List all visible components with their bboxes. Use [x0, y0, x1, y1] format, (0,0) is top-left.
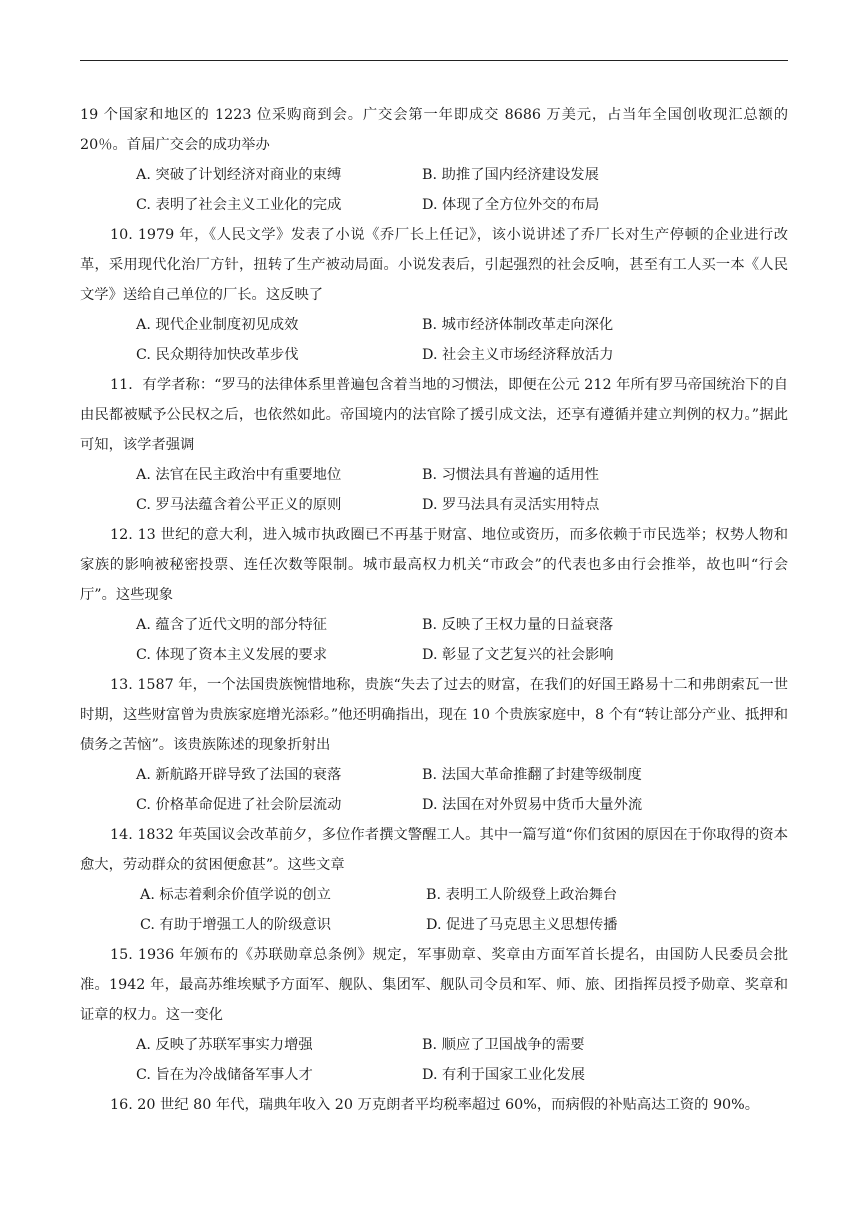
header-rule [80, 60, 788, 61]
options-row [80, 760, 788, 790]
options-row [80, 490, 788, 520]
option-c: C. 罗马法蕴含着公平正义的原则 [136, 497, 342, 513]
question-13 [80, 670, 788, 820]
question-text: 15. 1936 年颁布的《苏联勋章总条例》规定，军事勋章、奖章由方面军首长提名，由国防人民委员会批准。1942 年，最高苏维埃赋予方面军、舰队、集团军、舰队司令员和军、师、旅、团指挥员授予勋章、奖章和证章的权力。这一变化 [80, 947, 788, 1023]
option-b: B. 城市经济体制改革走向深化 [422, 317, 614, 333]
option-b: B. 反映了王权力量的日益衰落 [422, 617, 614, 633]
question-text: 11．有学者称：“罗马的法律体系里普遍包含着当地的习惯法，即便在公元 212 年所有罗马帝国统治下的自由民都被赋予公民权之后，也依然如此。帝国境内的法官除了援引成文法，还享有遵循并建立判例的权力。”据此可知，该学者强调 [80, 377, 788, 453]
question-text: 19 个国家和地区的 1223 位采购商到会。广交会第一年即成交 8686 万美元，占当年全国创收现汇总额的 20％。首届广交会的成功举办 [80, 107, 788, 153]
option-a: A. 新航路开辟导致了法国的衰落 [136, 767, 342, 783]
options-row [80, 340, 788, 370]
option-d: D. 促进了马克思主义思想传播 [426, 917, 618, 933]
option-a: A. 蕴含了近代文明的部分特征 [136, 617, 327, 633]
question-10 [80, 220, 788, 370]
option-d: D. 法国在对外贸易中货币大量外流 [422, 797, 643, 813]
option-c: C. 旨在为冷战储备军事人才 [136, 1067, 313, 1083]
option-b: B. 习惯法具有普遍的适用性 [422, 467, 599, 483]
question-text: 16. 20 世纪 80 年代，瑞典年收入 20 万克朗者平均税率超过 60%，而病假的补贴高达工资的 90%。 [110, 1097, 760, 1113]
question-15 [80, 940, 788, 1090]
options-row [80, 910, 788, 940]
question-text: 13. 1587 年，一个法国贵族惋惜地称，贵族“失去了过去的财富，在我们的好国王路易十二和弗朗索瓦一世时期，这些财富曾为贵族家庭增光添彩。”他还明确指出，现在 10 个贵族家庭中，8 个有“转让部分产业、抵押和债务之苦恼”。该贵族陈述的现象折射出 [80, 677, 788, 753]
option-a: A. 突破了计划经济对商业的束缚 [136, 167, 342, 183]
options-row [80, 880, 788, 910]
options-row [80, 1060, 788, 1090]
option-d: D. 社会主义市场经济释放活力 [422, 347, 614, 363]
exam-page [80, 100, 788, 1120]
options-row [80, 790, 788, 820]
option-c: C. 有助于增强工人的阶级意识 [140, 917, 332, 933]
option-d: D. 有利于国家工业化发展 [422, 1067, 586, 1083]
options-row [80, 310, 788, 340]
option-b: B. 法国大革命推翻了封建等级制度 [422, 767, 642, 783]
option-c: C. 表明了社会主义工业化的完成 [136, 197, 342, 213]
options-row [80, 640, 788, 670]
option-c: C. 价格革命促进了社会阶层流动 [136, 797, 342, 813]
question-9-tail [80, 100, 788, 220]
option-a: A. 标志着剩余价值学说的创立 [140, 887, 331, 903]
option-a: A. 法官在民主政治中有重要地位 [136, 467, 342, 483]
option-b: B. 助推了国内经济建设发展 [422, 167, 599, 183]
question-text: 10. 1979 年，《人民文学》发表了小说《乔厂长上任记》，该小说讲述了乔厂长对生产停顿的企业进行改革，采用现代化治厂方针，扭转了生产被动局面。小说发表后，引起强烈的社会反响，甚至有工人买一本《人民文学》送给自己单位的厂长。这反映了 [80, 227, 788, 303]
option-a: A. 反映了苏联军事实力增强 [136, 1037, 313, 1053]
question-text: 14. 1832 年英国议会改革前夕，多位作者撰文警醒工人。其中一篇写道“你们贫困的原因在于你取得的资本愈大，劳动群众的贫困便愈甚”。这些文章 [80, 827, 788, 873]
options-row [80, 610, 788, 640]
options-row [80, 1030, 788, 1060]
option-b: B. 表明工人阶级登上政治舞台 [426, 887, 618, 903]
option-d: D. 体现了全方位外交的布局 [422, 197, 600, 213]
question-12 [80, 520, 788, 670]
question-16 [80, 1090, 788, 1120]
option-c: C. 民众期待加快改革步伐 [136, 347, 299, 363]
option-d: D. 彰显了文艺复兴的社会影响 [422, 647, 614, 663]
options-row [80, 460, 788, 490]
question-11 [80, 370, 788, 520]
question-14 [80, 820, 788, 940]
option-c: C. 体现了资本主义发展的要求 [136, 647, 328, 663]
option-d: D. 罗马法具有灵活实用特点 [422, 497, 600, 513]
option-b: B. 顺应了卫国战争的需要 [422, 1037, 585, 1053]
option-a: A. 现代企业制度初见成效 [136, 317, 299, 333]
options-row [80, 190, 788, 220]
options-row [80, 160, 788, 190]
question-text: 12. 13 世纪的意大利，进入城市执政圈已不再基于财富、地位或资历，而多依赖于市民选举；权势人物和家族的影响被秘密投票、连任次数等限制。城市最高权力机关“市政会”的代表也多由行会推举，故也叫“行会厅”。这些现象 [80, 527, 788, 603]
